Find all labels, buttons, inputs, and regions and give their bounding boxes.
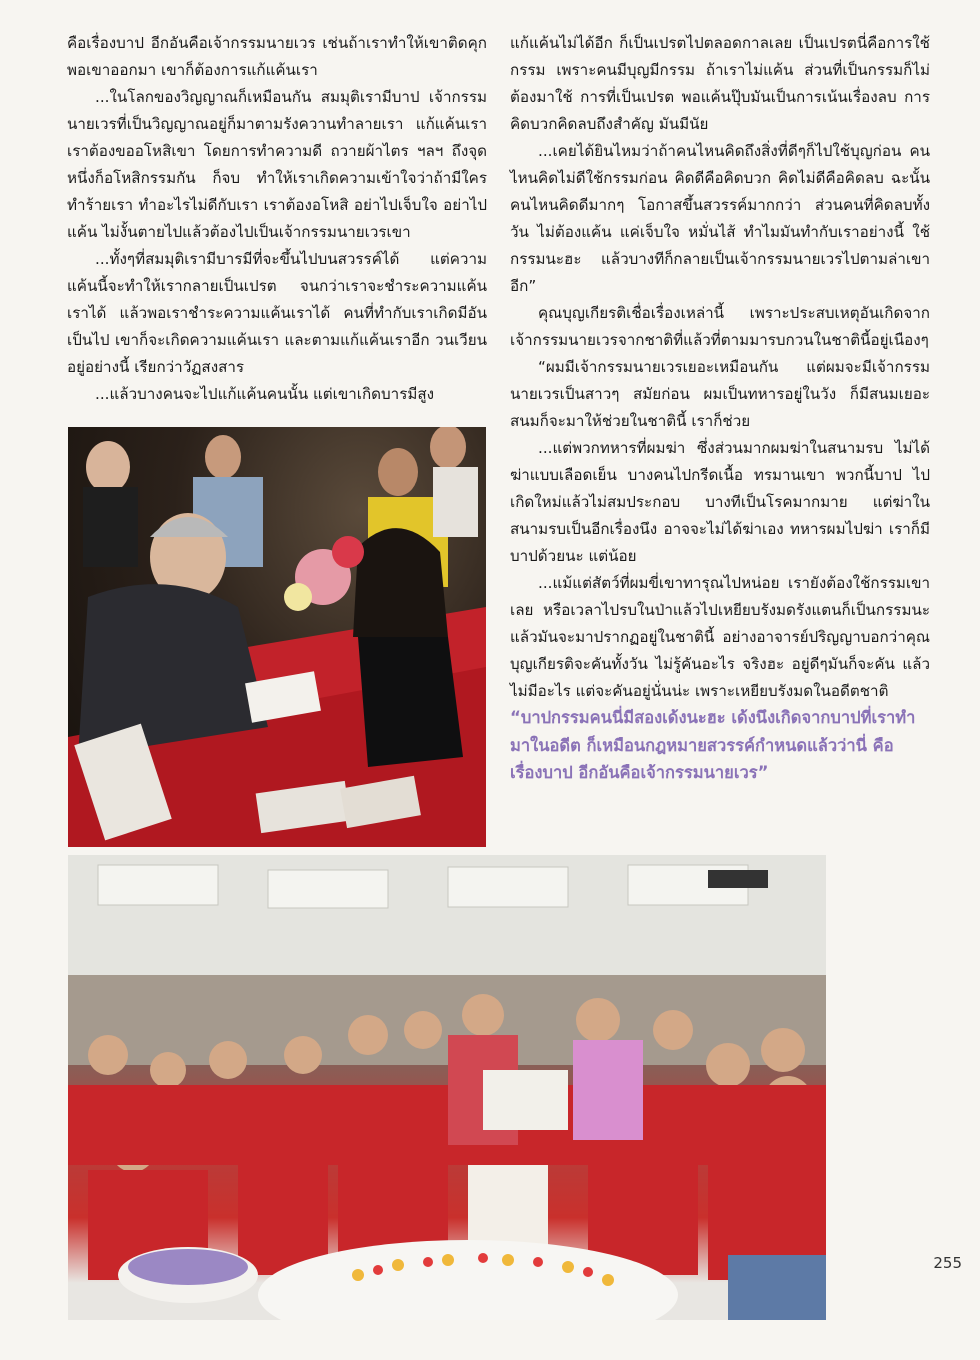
right-text-column [510,30,930,705]
paragraph: คุณบุญเกียรติเชื่อเรื่องเหล่านี้ เพราะประสบเหตุอันเกิดจากเจ้ากรรมนายเวรจากชาติที่แล้วที่ตามมารบกวนในชาตินี้อยู่เนืองๆ [510,304,930,349]
group-scene-illustration [68,855,826,1320]
paragraph: ...ทั้งๆที่สมมุติเรามีบารมีที่จะขึ้นไปบนสวรรค์ได้ แต่ความแค้นนี้จะทำให้เรากลายเป็นเปรต จนกว่าเราจะชำระความแค้นเราได้ แล้วพอเราชำระความแค้นเราได้ คนที่ทำกับเราเกิดมีอันเป็นไป เขาก็จะเกิดความแค้นเรา และตามแก้แค้นเราอีก วนเวียนอยู่อย่างนี้ เรียกว่าวัฏสงสาร [67,250,487,376]
paragraph: แก้แค้นไม่ได้อีก ก็เป็นเปรตไปตลอดกาลเลย เป็นเปรตนี่คือการใช้กรรม เพราะคนมีบุญมีกรรม ถ้าเราไม่แค้น ส่วนที่เป็นกรรมก็ไม่ต้องมาใช้ การที่เป็นเปรต พอแค้นปุ๊บมันเป็นการเน้นเรื่องลบ การคิดบวกคิดลบถึงสำคัญ มันมีนัย [510,34,930,133]
left-text-column [67,30,487,408]
paragraph: ...แต่พวกทหารที่ผมฆ่า ซึ่งส่วนมากผมฆ่าในสนามรบ ไม่ได้ฆ่าแบบเลือดเย็น บางคนไปกรีดเนื้อ ทรมานเขา พวกนี้บาป ไปเกิดใหม่แล้วไม่สมประกอบ บางทีเป็นโรคมากมาย แต่ฆ่าในสนามรบเป็นอีกเรื่องนึง อาจจะไม่ได้ฆ่าเอง ทหารผมไปฆ่า เราก็มีบาปด้วยนะ แต่น้อย [510,439,930,565]
paragraph: ...แล้วบางคนจะไปแก้แค้นคนนั้น แต่เขาเกิดบารมีสูง [95,385,435,403]
pull-quote: “บาปกรรมคนนี่มีสองเด้งนะฮะ เด้งนึงเกิดจากบาปที่เราทำมาในอดีต ก็เหมือนกฎหมายสวรรค์กำหนดแล้วว่านี่ คือเรื่องบาป อีกอันคือเจ้ากรรมนายเวร” [510,708,916,782]
paragraph: ...เคยได้ยินไหมว่าถ้าคนไหนคิดถึงสิ่งที่ดีๆก็ไปใช้บุญก่อน คนไหนคิดไม่ดีใช้กรรมก่อน คิดดีคือคิดบวก คิดไม่ดีคือคิดลบ ฉะนั้นคนไหนคิดดีมากๆ โอกาสขึ้นสวรรค์มากกว่า ส่วนคนที่คิดลบทั้งวัน ไม่ต้องแค้น แค่เจ็บใจ หมั่นไส้ ทำไมมันทำกับเราอย่างนี้ ใช้กรรมนะฮะ แล้วบางทีก็กลายเป็นเจ้ากรรมนายเวรไปตามล่าเขาอีก” [510,142,930,295]
paragraph: ...ในโลกของวิญญาณก็เหมือนกัน สมมุติเรามีบาป เจ้ากรรมนายเวรที่เป็นวิญญาณอยู่ก็มาตามรังควานทำลายเรา แก้แค้นเรา เราต้องขออโหสิเขา โดยการทำความดี ถวายผ้าไตร ฯลฯ ถึงจุดหนึ่งก็อโหสิกรรมกัน ก็จบ ทำให้เราเกิดความเข้าใจว่าถ้ามีใครทำร้ายเรา ทำอะไรไม่ดีกับเรา เราต้องอโหสิ อย่าไปเจ็บใจ อย่าไปแค้น ไม่งั้นตายไปแล้วต้องไปเป็นเจ้ากรรมนายเวรเขา [67,88,487,241]
paragraph: คือเรื่องบาป อีกอันคือเจ้ากรรมนายเวร เช่นถ้าเราทำให้เขาติดคุก พอเขาออกมา เขาก็ต้องการแก้แค้นเรา [67,34,487,79]
paragraph: ...แม้แต่สัตว์ที่ผมขี่เขาทารุณไปหน่อย เรายังต้องใช้กรรมเขาเลย หรือเวลาไปรบในป่าแล้วไปเหยียบรังมดรังแตนก็เป็นกรรมนะ แล้วมันจะมาปรากฏอยู่ในชาตินี้ อย่างอาจารย์ปริญญาบอกว่าคุณบุญเกียรติจะคันทั้งวัน ไม่รู้คันอะไร จริงฮะ อยู่ดีๆมันก็จะคัน แล้วไม่มีอะไร แต่จะคันอยู่นั่นน่ะ เพราะเหยียบรังมดในอดีตชาติ [510,574,930,700]
paragraph: “ผมมีเจ้ากรรมนายเวรเยอะเหมือนกัน แต่ผมจะมีเจ้ากรรมนายเวรเป็นสาวๆ สมัยก่อน ผมเป็นทหารอยู่ในวัง ก็มีสนมเยอะ สนมก็จะมาให้ช่วยในชาตินี้ เราก็ช่วย [510,358,930,430]
signing-scene-illustration [68,427,486,847]
page-number: 255 [933,1254,962,1272]
group-celebration-photo [68,855,826,1320]
book-signing-photo [68,427,486,847]
